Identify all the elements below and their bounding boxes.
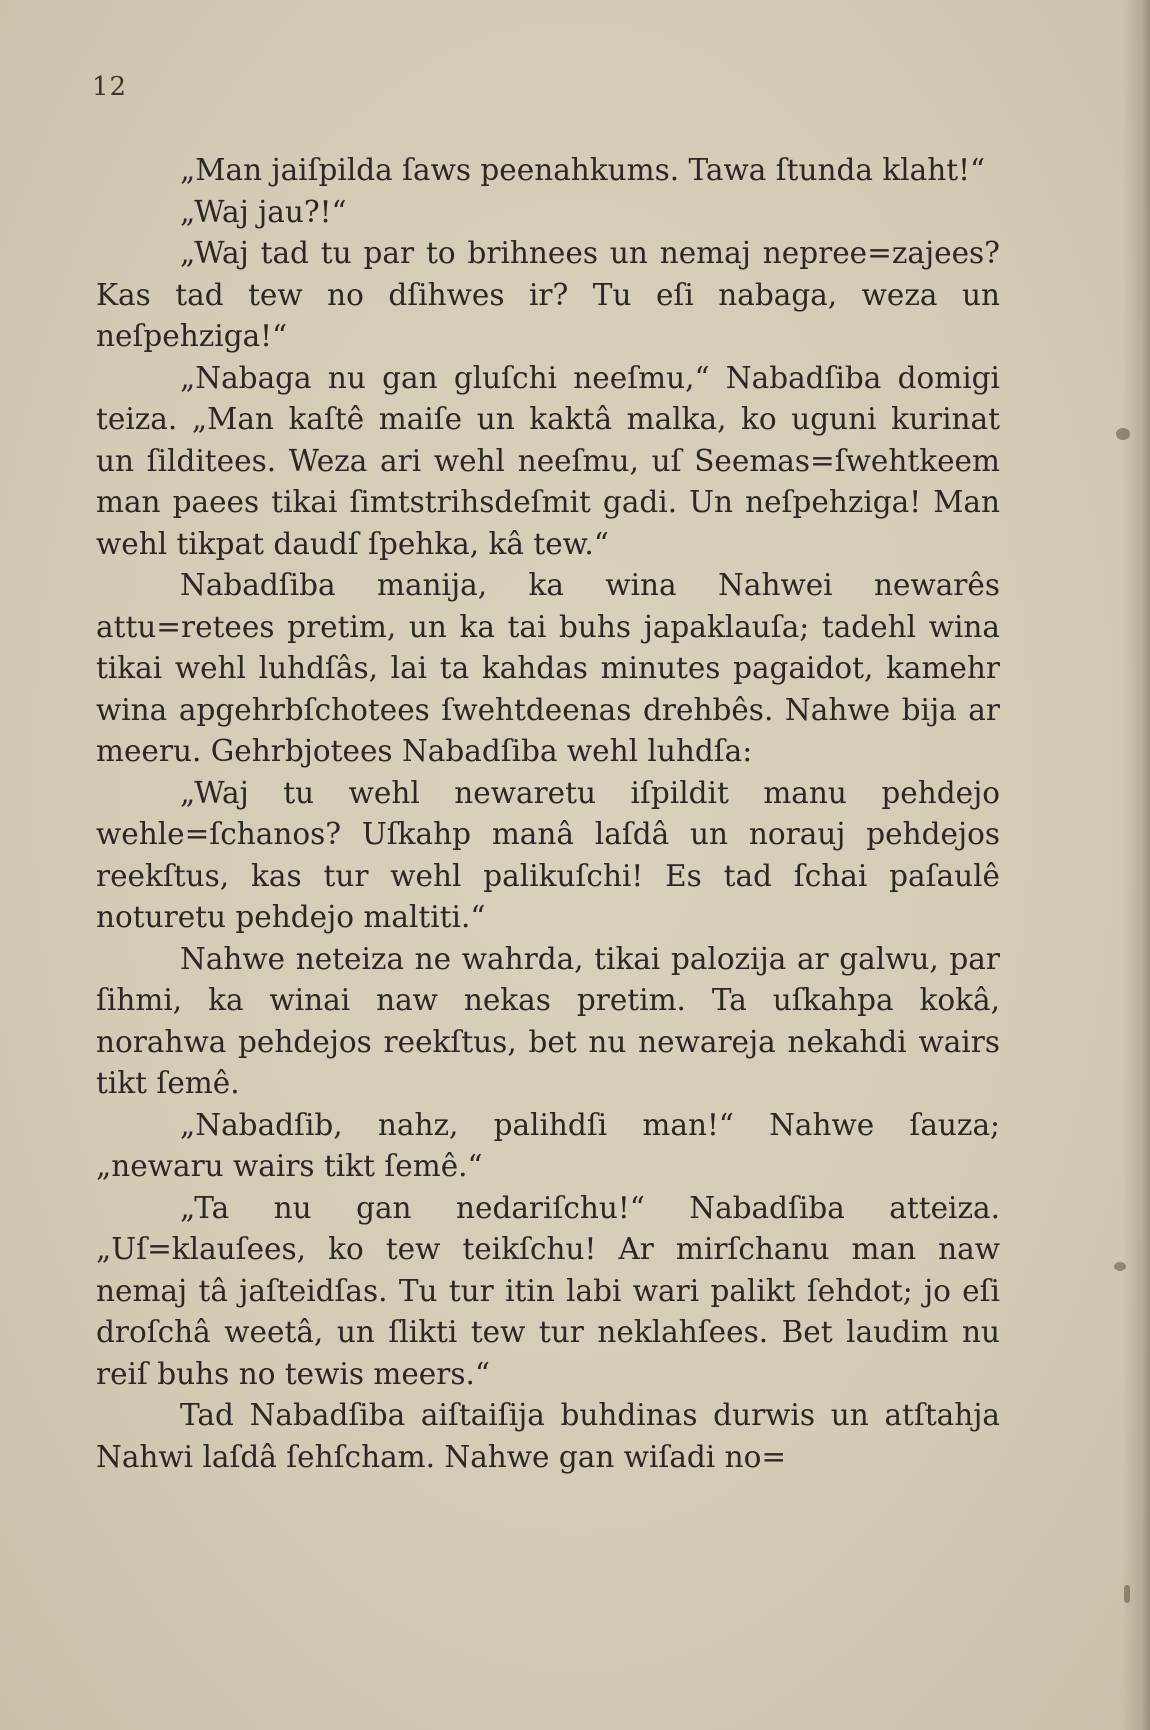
paragraph: „Waj tu wehl newaretu iſpildit manu pehdejo wehle=ſchanos? Uſkahp manâ laſdâ un norauj pehdejos reekſtus, kas tur wehl palikuſchi! Es tad ſchai paſaulê noturetu pehdejo maltiti.“ (96, 775, 1000, 934)
stain-mark (1116, 428, 1130, 440)
paragraph: „Waj tad tu par to brihnees un nemaj nepree=zajees? Kas tad tew no dſihwes ir? Tu eſi nabaga, weza un neſpehziga!“ (96, 236, 1000, 353)
paragraph: Tad Nabadſiba aiſtaiſija buhdinas durwis un atſtahja Nahwi laſdâ ſehſcham. Nahwe gan wiſadi no= (96, 1398, 1000, 1474)
paragraph: „Waj jau?!“ (180, 194, 347, 229)
paragraph: Nabadſiba manija, ka wina Nahwei newarês attu=retees pretim, un ka tai buhs japaklauſa; tadehl wina tikai wehl luhdſâs, lai ta kahdas minutes pagaidot, kamehr wina apgehrbſchotees ſwehtdeenas drehbês. Nahwe bija ar meeru. Gehrbjotees Nabadſiba wehl luhdſa: (96, 568, 1000, 768)
page-number: 12 (92, 72, 128, 102)
page-edge-shadow (1122, 0, 1150, 1730)
paragraph: „Man jaiſpilda ſaws peenahkums. Tawa ſtunda klaht!“ (180, 153, 986, 187)
paragraph: Nahwe neteiza ne wahrda, tikai palozija ar galwu, par ſihmi, ka winai naw nekas pretim. Ta uſkahpa kokâ, norahwa pehdejos reekſtus, bet nu newareja nekahdi wairs tikt ſemê. (96, 941, 1000, 1100)
body-text (96, 150, 1000, 1478)
paragraph: „Nabaga nu gan gluſchi neeſmu,“ Nabadſiba domigi teiza. „Man kaſtê maiſe un kaktâ malka, ko uguni kurinat un ſilditees. Weza ari wehl neeſmu, uſ Seemas=ſwehtkeem man paees tikai ſimtstrihsdeſmit gadi. Un neſpehziga! Man wehl tikpat daudſ ſpehka, kâ tew.“ (96, 360, 1000, 561)
stain-mark (1124, 1585, 1130, 1603)
stain-mark (1114, 1262, 1126, 1271)
paragraph: „Ta nu gan nedariſchu!“ Nabadſiba atteiza. „Uſ=klauſees, ko tew teikſchu! Ar mirſchanu man naw nemaj tâ jaſteidſas. Tu tur itin labi wari palikt ſehdot; jo eſi droſchâ weetâ, un ſlikti tew tur neklahſees. Bet laudim nu reiſ buhs no tewis meers.“ (96, 1190, 1000, 1391)
paragraph: „Nabadſib, nahz, palihdſi man!“ Nahwe ſauza; „newaru wairs tikt ſemê.“ (96, 1107, 1000, 1183)
